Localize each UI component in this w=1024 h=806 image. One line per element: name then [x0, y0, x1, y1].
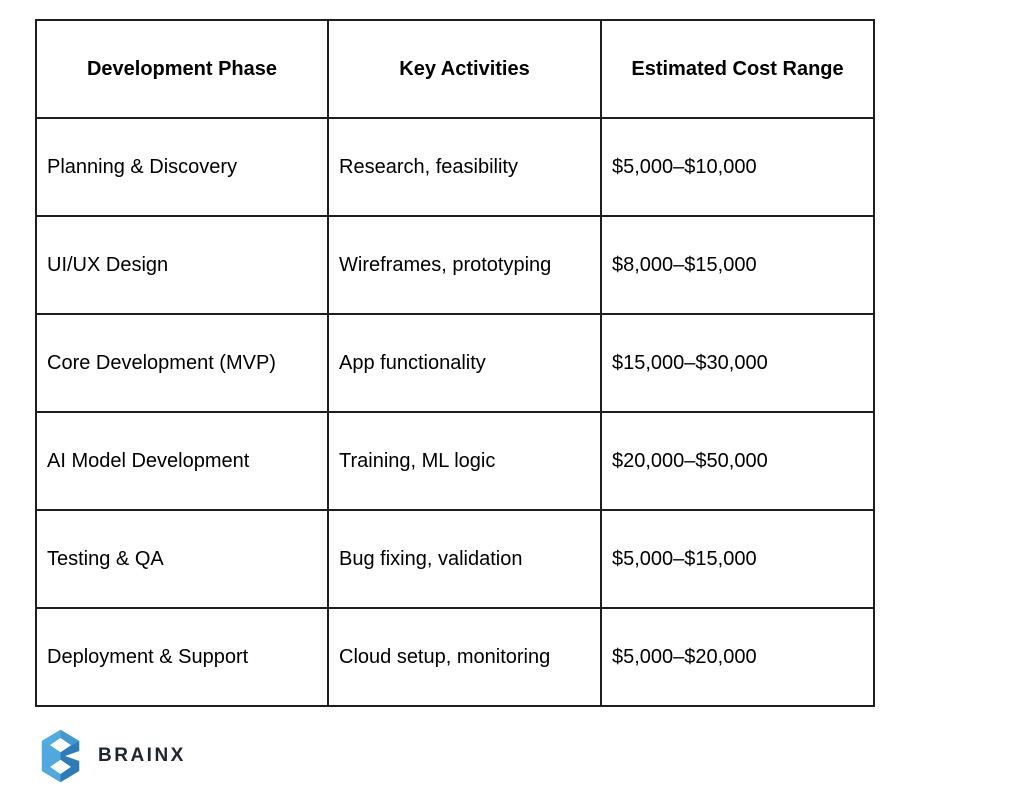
- cost-cell: $20,000–$50,000: [601, 412, 874, 510]
- development-cost-table: [35, 19, 875, 707]
- activities-cell: Cloud setup, monitoring: [328, 608, 601, 706]
- phase-cell: Testing & QA: [36, 510, 328, 608]
- brainx-logo: [38, 729, 186, 783]
- column-header-phase: Development Phase: [36, 20, 328, 118]
- phase-cell: Core Development (MVP): [36, 314, 328, 412]
- phase-cell: Deployment & Support: [36, 608, 328, 706]
- activities-cell: Wireframes, prototyping: [328, 216, 601, 314]
- phase-cell: AI Model Development: [36, 412, 328, 510]
- table-row: [36, 118, 874, 216]
- activities-cell: Research, feasibility: [328, 118, 601, 216]
- column-header-cost: Estimated Cost Range: [601, 20, 874, 118]
- table-row: [36, 608, 874, 706]
- activities-cell: Bug fixing, validation: [328, 510, 601, 608]
- column-header-activities: Key Activities: [328, 20, 601, 118]
- cost-cell: $5,000–$20,000: [601, 608, 874, 706]
- cost-cell: $8,000–$15,000: [601, 216, 874, 314]
- table-row: [36, 510, 874, 608]
- table-header-row: [36, 20, 874, 118]
- brainx-logo-text: BRAINX: [98, 745, 186, 766]
- cost-cell: $5,000–$10,000: [601, 118, 874, 216]
- phase-cell: UI/UX Design: [36, 216, 328, 314]
- cost-cell: $5,000–$15,000: [601, 510, 874, 608]
- phase-cell: Planning & Discovery: [36, 118, 328, 216]
- table-row: [36, 412, 874, 510]
- table-row: [36, 216, 874, 314]
- activities-cell: App functionality: [328, 314, 601, 412]
- brainx-hexagon-b-icon: [38, 729, 83, 783]
- activities-cell: Training, ML logic: [328, 412, 601, 510]
- table-row: [36, 314, 874, 412]
- cost-table: [35, 19, 875, 707]
- cost-cell: $15,000–$30,000: [601, 314, 874, 412]
